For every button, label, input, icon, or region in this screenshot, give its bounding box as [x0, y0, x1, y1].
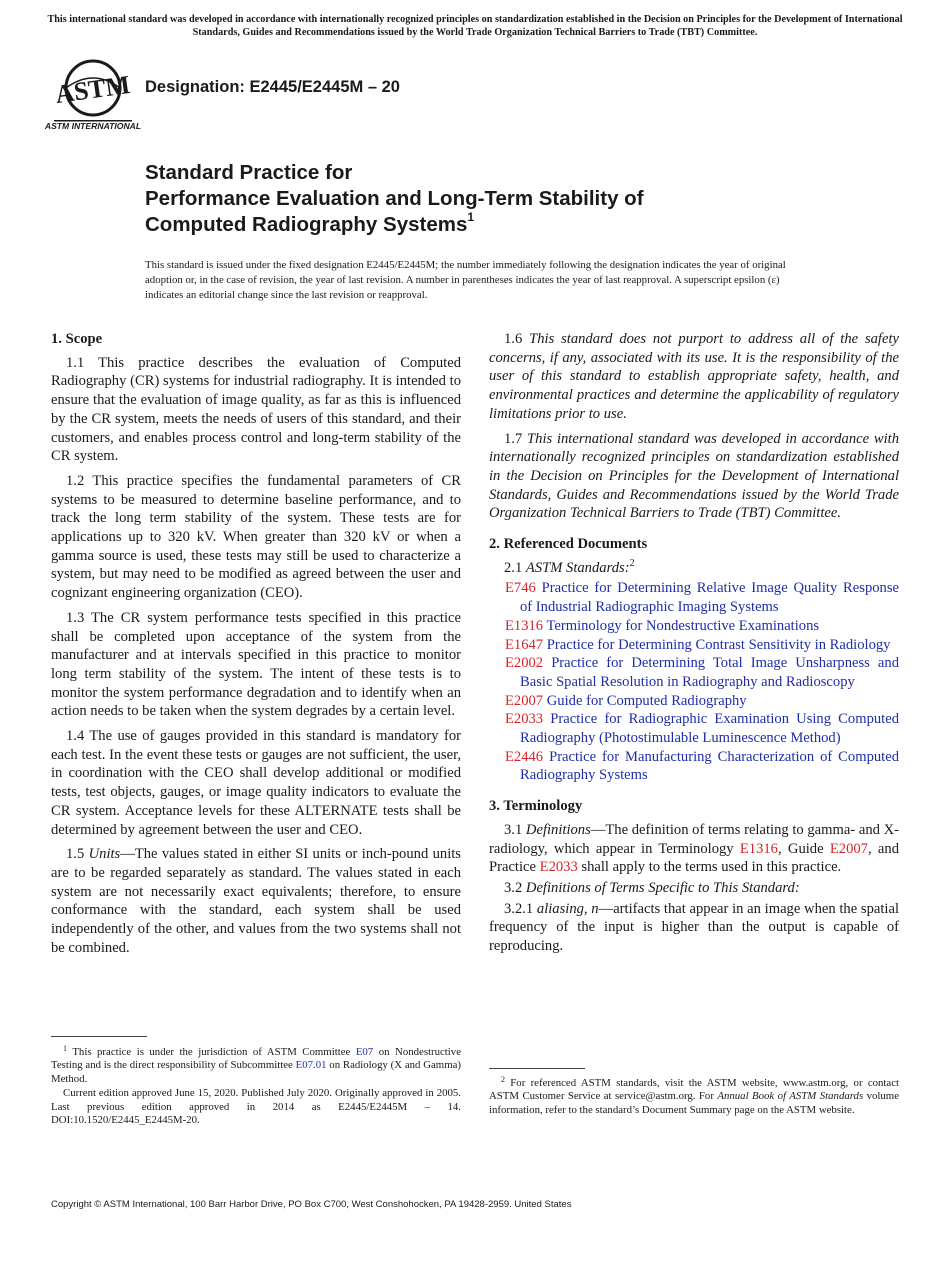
list-item[interactable]: E1316 Terminology for Nondestructive Examinations	[505, 617, 820, 634]
title-line-2: Performance Evaluation and Long-Term Stability of	[145, 187, 644, 210]
copyright-footer: Copyright © ASTM International, 100 Barr Harbor Drive, PO Box C700, West Conshohocken, PA 19428-2959. United States	[51, 1199, 572, 1210]
right-column	[489, 330, 899, 962]
referenced-documents-list	[489, 579, 899, 785]
scope-heading: 1. Scope	[51, 331, 103, 347]
astm-logo-icon	[44, 58, 142, 132]
title-line-1: Standard Practice for	[145, 161, 353, 184]
terminology-3-1: 3.1 Definitions—The definition of terms relating to gamma- and X-radiology, which appear in Terminology E1316, Guide E2007, and Practice E2033 shall apply to the terms used in this practice.	[489, 821, 899, 876]
scope-1-7: 1.7 This international standard was developed in accordance with internationally recognized principles on standardization established in the Decision on Principles for the Development of International Standards, Guides and Recommendations issued by the World Trade Organization Technical Barriers to Trade (TBT) Committee.	[489, 430, 900, 522]
designation: Designation: E2445/E2445M – 20	[145, 78, 400, 96]
scope-1-2: 1.2 This practice specifies the fundamental parameters of CR systems to be measured to determine baseline performance, and to track the long term stability of the system. These tests are for applications up to 320 kV. When greater than 320 kV or when a gamma source is used, these tests may still be used to characterize a system, but may need to be modified as agreed between the user and cognizant engineering organization (CEO).	[51, 472, 461, 602]
list-item[interactable]: E1647 Practice for Determining Contrast Sensitivity in Radiology	[505, 636, 891, 653]
footnote-divider-right	[489, 1068, 585, 1069]
list-item[interactable]: E2446 Practice for Manufacturing Characterization of Computed Radiography Systems	[505, 748, 899, 784]
terminology-heading: 3. Terminology	[489, 798, 583, 815]
footnote-divider-left	[51, 1036, 147, 1037]
document-title	[145, 160, 905, 238]
title-line-3: Computed Radiography Systems	[145, 213, 468, 236]
e2033-link[interactable]: E2033	[539, 859, 578, 876]
scope-1-3: 1.3 The CR system performance tests specified in this practice shall be completed upon acceptance of the system from the manufacturer and at intervals specified in this practice to monitor long term stability of the system. The intent of these tests is to monitor the system performance degradation and to identify when an action needs to be taken when the system degrades by a certain level.	[51, 609, 461, 720]
top-notice: This international standard was developed in accordance with internationally recognized principles on standardization established in the Decision on Principles for the Development of International Standards, Guides and Recommendations issued by the World Trade Organization Technical Barriers to Trade (TBT) Committee.	[47, 14, 903, 38]
scope-1-6: 1.6 This standard does not purport to address all of the safety concerns, if any, associated with its use. It is the responsibility of the user of this standard to establish appropriate safety, health, and environmental practices and determine the applicability of regulatory limitations prior to use.	[489, 331, 899, 422]
scope-1-1: 1.1 This practice describes the evaluation of Computed Radiography (CR) systems for industrial radiography. It is intended to ensure that the evaluation of image quality, as far as this is influenced by the CR system, meets the needs of users of this standard, and their customers, and enables process control and long-term stability of the CR system.	[51, 354, 461, 465]
issue-note: This standard is issued under the fixed designation E2445/E2445M; the number immediately following the designation indicates the year of original adoption or, in the case of revision, the year of last revision. A number in parentheses indicates the year of last reapproval. A superscript epsilon (ε) indicates an editorial change since the last revision or reapproval.	[145, 259, 786, 301]
footnote-2: $^2$ For referenced ASTM standards, visit the ASTM website, www.astm.org, or contact ASTM Customer Service at service@astm.org. For Annual Book of ASTM Standards volume information, refer to the standard’s Document Summary page on the ASTM website.	[489, 1075, 899, 1116]
subcommittee-e07-01-link[interactable]: E07.01	[295, 1059, 327, 1072]
terminology-3-2: 3.2 Definitions of Terms Specific to This Standard:	[504, 879, 800, 896]
terminology-3-2-1: 3.2.1 aliasing, n—artifacts that appear in an image when the spatial frequency of the input is higher than the output is capable of reproducing.	[489, 900, 899, 955]
list-item[interactable]: E2007 Guide for Computed Radiography	[505, 692, 747, 709]
list-item[interactable]: E2033 Practice for Radiographic Examination Using Computed Radiography (Photostimulable Luminescence Method)	[505, 711, 899, 747]
list-item[interactable]: E2002 Practice for Determining Total Image Unsharpness and Basic Spatial Resolution in Radiography and Radioscopy	[505, 655, 899, 690]
committee-e07-link[interactable]: E07	[355, 1046, 374, 1058]
scope-1-4: 1.4 The use of gauges provided in this standard is mandatory for each test. In the event these tests or gauges are not sufficient, the user, in coordination with the CEO shall develop additional or modified tests, test objects, gauges, or image quality indicators to evaluate the CR system. Acceptance levels for these ALTERNATE tests shall be determined by agreement between the user and CEO.	[51, 728, 461, 838]
list-item[interactable]: E746 Practice for Determining Relative Image Quality Response of Industrial Radiographic Imaging Systems	[505, 580, 899, 616]
footnote-1: $^1$ This practice is under the jurisdiction of ASTM Committee E07 on Nondestructive Testing and is the direct responsibility of Subcommittee E07.01 on Radiology (X and Gamma) Method. Current edition approved June 15, 2020. Published July 2020. Originally approved in 2005. Last previous edition approved in 2014 as E2445/E2445M – 14. DOI:10.1520/E2445_E2445M-20.	[51, 1044, 461, 1127]
astm-standards-subheading: 2.1 ASTM Standards:$^2$	[504, 557, 635, 576]
units-term: Units	[88, 846, 121, 863]
logo-text: ASTM INTERNATIONAL	[44, 121, 142, 131]
left-column	[51, 330, 461, 964]
edition-note: Current edition approved June 15, 2020. Published July 2020. Originally approved in 2005. Last previous edition approved in 2014 as E2445/E2445M – 14. DOI:10.1520/E2445_E2445M-20.	[51, 1087, 461, 1127]
title-footnote-mark: 1	[467, 210, 475, 224]
scope-1-5: 1.5 Units—The values stated in either SI units or inch-pound units are to be regarded separately as standard. The values stated in each system are not necessarily exact equivalents; therefore, to ensure conformance with the standard, each system shall be used independently of the other, and values from the two systems shall not be combined.	[51, 846, 461, 956]
svg-text:ASTM: ASTM	[53, 69, 132, 110]
e2007-link[interactable]: E2007	[829, 840, 868, 857]
e1316-link[interactable]: E1316	[739, 840, 778, 857]
references-heading: 2. Referenced Documents	[489, 536, 648, 553]
